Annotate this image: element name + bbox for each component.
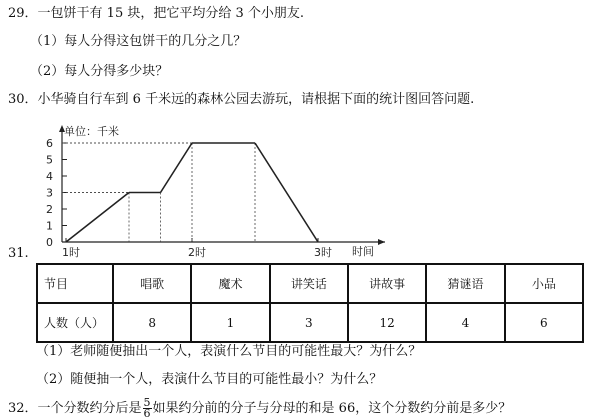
q31-sub1: （1）老师随便抽出一个人，表演什么节目的可能性最大？为什么？ [36,344,422,359]
q32-text [8,398,511,419]
table-cell: 唱歌 [113,264,191,303]
q32-suffix: 如果约分前的分子与分母的和是 66，这个分数约分前是多少？ [152,401,512,416]
x-tick-label: 2时 [188,246,206,259]
q30-text: 30．小华骑自行车到 6 千米远的森林公园去游玩，请根据下面的统计图回答问题. [8,92,475,107]
table-cell: 讲笑话 [270,264,348,303]
chart-x-axis-label: 时间 [352,245,374,258]
q29-sub2: （2）每人分得多少块？ [30,64,169,79]
table-cell: 猜谜语 [426,264,504,303]
x-axis-arrow [378,239,385,245]
q29-text: 29．一包饼干有 15 块，把它平均分给 3 个小朋友. [8,6,305,21]
y-tick-label: 5 [46,153,53,167]
y-tick-label: 0 [46,236,53,249]
y-tick-label: 1 [46,219,53,233]
table-cell: 8 [113,303,191,342]
x-ticks [62,238,332,259]
q31-number: 31. [8,246,29,261]
table-cell: 小品 [505,264,583,303]
table-row [37,303,583,342]
q32-frac-numerator: 5 [143,396,151,409]
x-tick-label: 3时 [314,246,332,259]
table-cell: 1 [191,303,269,342]
q31-table [36,263,584,343]
q32-prefix: 32．一个分数约分后是 [8,401,142,416]
y-ticks [46,137,67,249]
table-cell: 12 [348,303,426,342]
y-tick-label: 4 [46,170,53,183]
q31-sub2: （2）随便抽一个人，表演什么节目的可能性最小？为什么？ [36,372,383,387]
series-segment [66,193,129,243]
chart-unit-label: 单位：千米 [64,125,119,138]
y-tick-label: 6 [46,137,53,150]
table-cell: 6 [505,303,583,342]
series-segment [255,143,318,242]
x-tick-label: 1时 [62,246,80,259]
table-cell: 魔术 [191,264,269,303]
table-cell: 人数（人） [37,303,113,342]
table-cell: 讲故事 [348,264,426,303]
table-cell: 3 [270,303,348,342]
q32-frac-denominator: 6 [143,407,151,420]
y-tick-label: 2 [46,203,53,216]
series-segment [161,143,193,193]
y-tick-label: 3 [46,186,53,200]
q29-sub1: （1）每人分得这包饼干的几分之几？ [30,34,247,49]
q32-fraction [143,398,152,419]
table-row [37,264,583,303]
table-cell: 节目 [37,264,113,303]
table-cell: 4 [426,303,504,342]
